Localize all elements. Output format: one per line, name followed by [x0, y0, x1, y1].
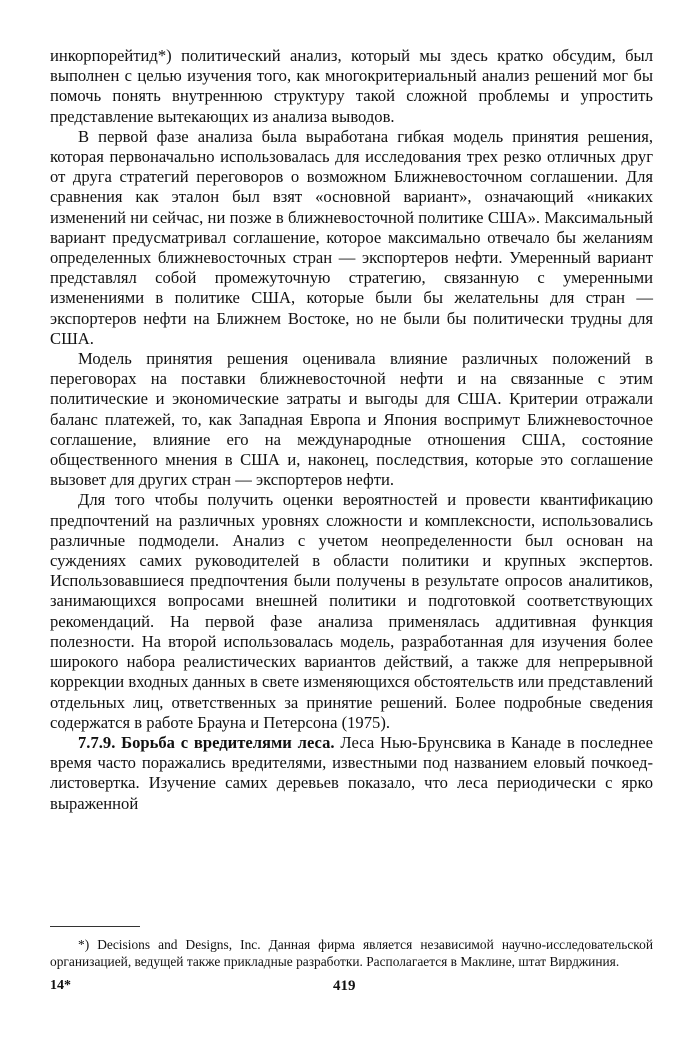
paragraph-1: инкорпорейтид*) политический анализ, который мы здесь кратко обсудим, был выполнен с целью изучения того, как многокритериальный анализ решений мог бы помочь понять внутреннюю структуру такой сложной проблемы и упростить представление вытекающих из анализа выводов.	[50, 46, 653, 126]
page-body	[50, 46, 653, 814]
paragraph-3: Модель принятия решения оценивала влияние различных положений в переговорах на поставки ближневосточной нефти и на связанные с этим политические и экономические затраты и выгоды для США. Критерии отражали баланс платежей, то, как Западная Европа и Япония воспримут Ближневосточное соглашение, влияние его на международные отношения США, состояние общественного мнения в США и, наконец, последствия, которые это соглашение вызовет для других стран — экспортеров нефти.	[50, 349, 653, 490]
page-number: 419	[333, 978, 356, 994]
section-heading: 7.7.9. Борьба с вредителями леса.	[78, 732, 335, 752]
printer-signature: 14*	[50, 978, 71, 993]
paragraph-4: Для того чтобы получить оценки вероятностей и провести квантификацию предпочтений на различных уровнях сложности и комплексности, использовались различные подмодели. Анализ с учетом неопределенности был основан на суждениях самих руководителей в области политики и крупных экспертов. Использовавшиеся предпочтения были получены в результате опросов аналитиков, занимающихся вопросами внешней политики и подготовкой соответствующих рекомендаций. На первой фазе анализа применялась аддитивная функция полезности. На второй использовалась модель, разработанная для изучения более широкого набора реалистических вариантов действий, а также для непрерывной коррекции входных данных в свете изменяющихся обстоятельств или представлений отдельных лиц, ответственных за принятие решений. Более подробные сведения содержатся в работе Брауна и Петерсона (1975).	[50, 490, 653, 732]
paragraph-2: В первой фазе анализа была выработана гибкая модель принятия решения, которая первоначально использовалась для исследования трех резко отличных друг от друга стратегий переговоров о возможном Ближневосточном соглашении. Для сравнения как эталон был взят «основной вариант», означающий «никаких изменений ни сейчас, ни позже в ближневосточной политике США». Максимальный вариант предусматривал соглашение, которое максимально отвечало бы желаниям определенных ближневосточных стран — экспортеров нефти. Умеренный вариант представлял собой промежуточную стратегию, связанную с умеренными изменениями в политике США, которые были бы желательны для стран — экспортеров нефти на Ближнем Востоке, но не были бы политически трудны для США.	[50, 126, 653, 348]
section-text: Леса Нью-Брунсвика в Канаде в последнее время часто поражались вредителями, известными под названием еловый почкоед-листовертка. Изучение самих деревьев показало, что леса периодически с ярко выраженной	[50, 732, 653, 813]
footnote-divider	[50, 926, 140, 927]
section-paragraph	[50, 733, 653, 814]
footnote: *) Decisions and Designs, Inc. Данная фирма является независимой научно-исследовательской организацией, ведущей также прикладные разработки. Располагается в Маклине, штат Вирджиния.	[50, 937, 653, 969]
